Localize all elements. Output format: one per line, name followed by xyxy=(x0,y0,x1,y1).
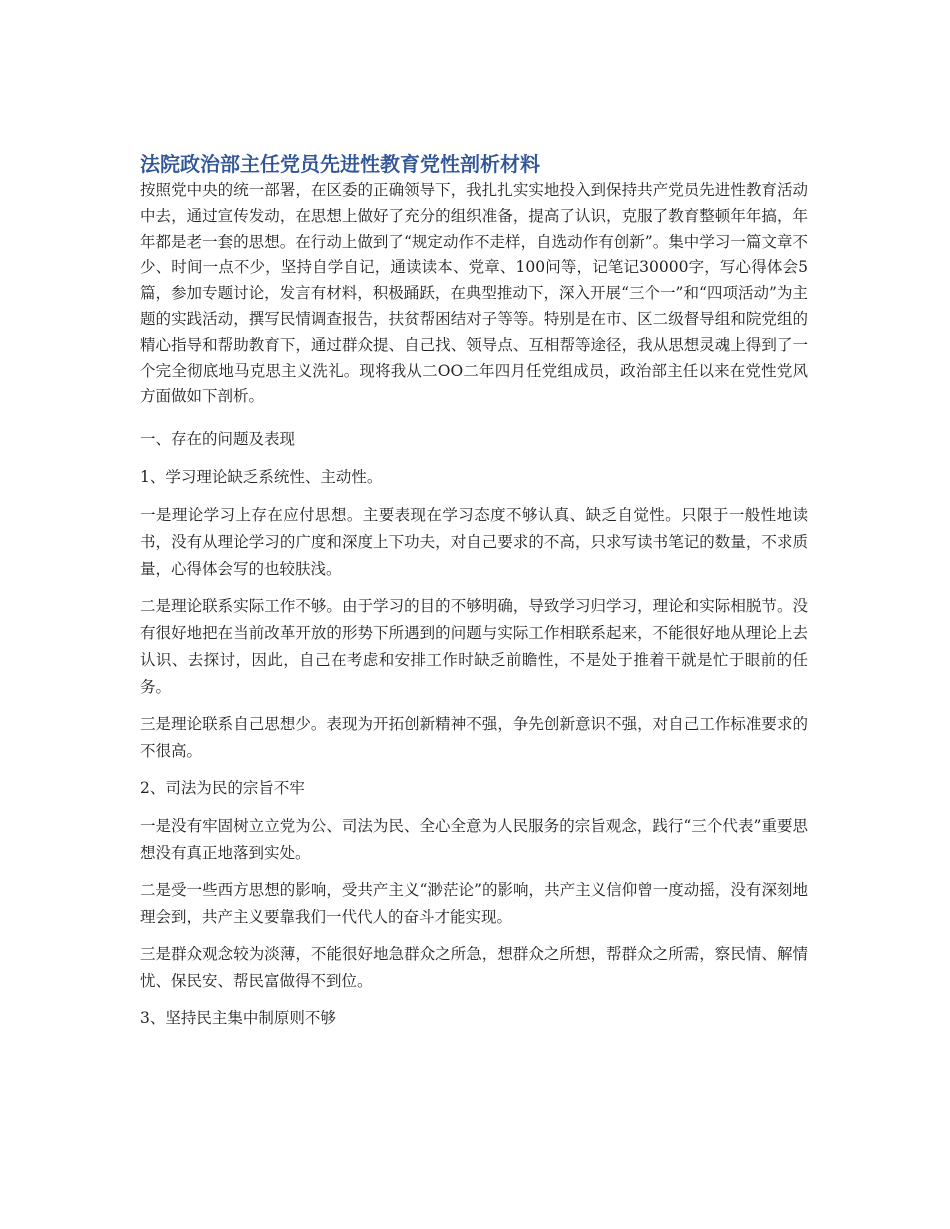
section-heading-problems: 一、存在的问题及表现 xyxy=(140,430,296,449)
paragraph-study-1: 一是理论学习上存在应付思想。主要表现在学习态度不够认真、缺乏自觉性。只限于一般性地读书，没有从理论学习的广度和深度上下功夫，对自己要求的不高，只求写读书笔记的数量，不求质量，心得体会写的也较肤浅。 xyxy=(140,506,808,579)
item-heading-judicial: 2、司法为民的宗旨不牢 xyxy=(140,779,305,798)
document-page xyxy=(140,150,808,1043)
paragraph-judicial-1: 一是没有牢固树立立党为公、司法为民、全心全意为人民服务的宗旨观念，践行“三个代表”重要思想没有真正地落到实处。 xyxy=(140,817,808,863)
paragraph-study-3: 三是理论联系自己思想少。表现为开拓创新精神不强，争先创新意识不强，对自己工作标准要求的不很高。 xyxy=(140,715,808,761)
paragraph-judicial-3: 三是群众观念较为淡薄，不能很好地急群众之所急，想群众之所想，帮群众之所需，察民情、解情忧、保民安、帮民富做得不到位。 xyxy=(140,945,808,991)
paragraph-judicial-2: 二是受一些西方思想的影响，受共产主义“渺茫论”的影响，共产主义信仰曾一度动摇，没有深刻地理会到，共产主义要靠我们一代代人的奋斗才能实现。 xyxy=(140,881,808,927)
intro-paragraph: 按照党中央的统一部署，在区委的正确领导下，我扎扎实实地投入到保持共产党员先进性教育活动中去，通过宣传发动，在思想上做好了充分的组织准备，提高了认识，克服了教育整顿年年搞，年年都是老一套的思想。在行动上做到了“规定动作不走样，自选动作有创新”。集中学习一篇文章不少、时间一点不少，坚持自学自记，通读读本、党章、100问等，记笔记30000字，写心得体会5篇，参加专题讨论，发言有材料，积极踊跃，在典型推动下，深入开展“三个一”和“四项活动”为主题的实践活动，撰写民情调查报告，扶贫帮困结对子等等。特别是在市、区二级督导组和院党组的精心指导和帮助教育下，通过群众提、自己找、领导点、互相帮等途径，我从思想灵魂上得到了一个完全彻底地马克思主义洗礼。现将我从二OO二年四月任党组成员，政治部主任以来在党性党风方面做如下剖析。 xyxy=(140,181,808,406)
item-heading-study: 1、学习理论缺乏系统性、主动性。 xyxy=(140,468,383,487)
item-heading-democracy: 3、坚持民主集中制原则不够 xyxy=(140,1009,336,1028)
document-title: 法院政治部主任党员先进性教育党性剖析材料 xyxy=(140,152,540,176)
paragraph-study-2: 二是理论联系实际工作不够。由于学习的目的不够明确，导致学习归学习，理论和实际相脱节。没有很好地把在当前改革开放的形势下所遇到的问题与实际工作相联系起来，不能很好地从理论上去认识、去探讨，因此，自己在考虑和安排工作时缺乏前瞻性，不是处于推着干就是忙于眼前的任务。 xyxy=(140,597,808,697)
